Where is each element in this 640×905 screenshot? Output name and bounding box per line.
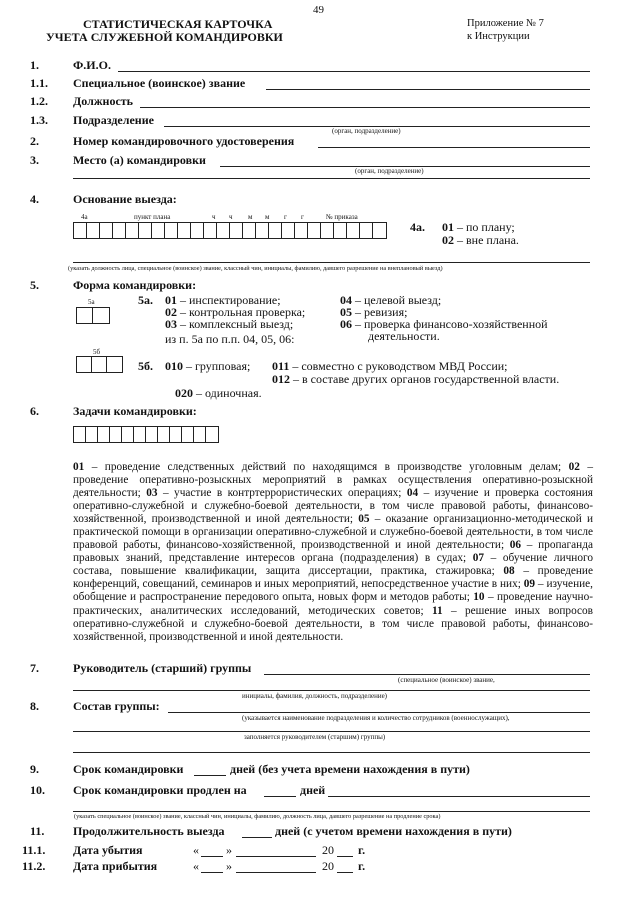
subdivision-hint: (орган, подразделение) <box>332 127 401 135</box>
basis-option-02-text: – вне плана. <box>457 233 519 247</box>
appendix-line-1: Приложение № 7 <box>467 18 544 29</box>
task-09-code: 09 <box>523 578 536 591</box>
section-7-number: 7. <box>30 661 39 675</box>
departure-year-prefix: 20 <box>322 843 334 857</box>
group-leader-field-1[interactable] <box>264 674 590 675</box>
form-option-06-continuation: деятельности. <box>368 329 440 343</box>
code-5b-label: 5б. <box>138 359 153 373</box>
form-option-011-code: 011 <box>272 359 290 373</box>
arrival-year-prefix: 20 <box>322 859 334 873</box>
unplanned-permission-hint: (указать должность лица, специальное (воинское) звание, классный чин, инициалы, фамилию, давшего разрешение на внеплановый выезд) <box>68 265 443 272</box>
task-09-text: – изучение, обобщение и распространение передового опыта, новых форм и методов работы; <box>73 578 594 604</box>
trip-place-field-2[interactable] <box>73 178 590 179</box>
field-1-number: 1. <box>30 58 39 72</box>
rank-label: Специальное (воинское) звание <box>73 76 246 90</box>
section-4-number: 4. <box>30 192 39 206</box>
trip-duration-days-field[interactable] <box>194 775 226 776</box>
field-2-number: 2. <box>30 134 39 148</box>
title-line-2: УЧЕТА СЛУЖЕБНОЙ КОМАНДИРОВКИ <box>46 30 283 44</box>
basis-option-02 <box>442 234 519 248</box>
box-label-h1: ч <box>212 213 216 221</box>
form-option-010 <box>165 360 250 374</box>
task-01-text: – проведение следственных действий по находящимся в производстве уголовным делам; <box>84 461 569 473</box>
section-11-number: 11. <box>30 824 45 838</box>
rank-field[interactable] <box>266 89 590 90</box>
box-label-5a: 5а <box>88 298 95 306</box>
box-label-5b: 5б <box>93 348 101 356</box>
task-04-text: – изучение и проверка состояния оперативно-служебной и служебно-боевой деятельности, в том числе правовой работы, финансово-хозяйственной, производственной и иной деятельности; <box>73 487 593 526</box>
subdivision-label: Подразделение <box>73 113 154 127</box>
code-5a-label: 5а. <box>138 293 153 307</box>
form-option-06-text: – проверка финансово-хозяйственной <box>355 317 548 331</box>
trip-length-days-word: дней (с учетом времени нахождения в пути) <box>275 824 512 838</box>
task-06-text: – пропаганда правовых знаний, представление интересов органа (подразделения) в судах; <box>73 539 593 565</box>
box-label-m2: м <box>265 213 270 221</box>
form-option-03-text: – комплексный выезд; <box>180 317 294 331</box>
trip-tasks-boxes[interactable] <box>73 426 219 443</box>
trip-place-hint: (орган, подразделение) <box>355 167 424 175</box>
box-label-plan-item: пункт плана <box>134 213 171 221</box>
box-label-4a: 4а <box>81 213 88 221</box>
certificate-number-field[interactable] <box>318 147 590 148</box>
box-label-y1: г <box>284 213 287 221</box>
position-field[interactable] <box>140 107 590 108</box>
section-11-1-number: 11.1. <box>22 843 46 857</box>
group-leader-field-2[interactable] <box>73 690 590 691</box>
form-option-02-text: – контрольная проверка; <box>180 305 306 319</box>
group-composition-hint-1: (указывается наименование подразделения и количество сотрудников (военнослужащих), <box>242 714 510 722</box>
fio-field[interactable] <box>118 71 590 72</box>
form-option-03 <box>165 318 293 332</box>
departure-date-label: Дата убытия <box>73 843 143 857</box>
certificate-number-label: Номер командировочного удостоверения <box>73 134 295 148</box>
arrival-day-field[interactable] <box>201 872 223 873</box>
task-03-code: 03 <box>146 487 158 500</box>
task-11-text: – решение иных вопросов оперативно-служебной и служебно-боевой деятельности, в том числе правовой работы, финансово-хозяйственной, производственной и иной деятельности. <box>73 604 593 643</box>
form-option-06-code: 06 <box>340 317 352 331</box>
trip-duration-days-word: дней (без учета времени нахождения в пути) <box>230 762 470 776</box>
task-02-text: – проведение оперативно-розыскных мероприятий в рамках осуществления оперативно-розыскной деятельности; <box>73 461 593 500</box>
field-1-3-number: 1.3. <box>30 113 48 127</box>
section-9-number: 9. <box>30 762 39 776</box>
form-option-012-text: – в составе других органов государственной власти. <box>293 372 560 386</box>
form-options-note: из п. 5а по п.п. 04, 05, 06: <box>165 332 295 346</box>
departure-month-field[interactable] <box>236 856 316 857</box>
trip-extended-reason-field-1[interactable] <box>328 796 590 797</box>
form-option-020 <box>175 387 262 401</box>
form-option-012 <box>272 373 559 387</box>
section-8-number: 8. <box>30 699 39 713</box>
group-composition-field-2[interactable] <box>73 731 590 732</box>
section-5-number: 5. <box>30 278 39 292</box>
trip-length-tail <box>275 825 512 839</box>
task-05-code: 05 <box>358 513 370 526</box>
section-6-number: 6. <box>30 404 39 418</box>
page-number: 49 <box>313 4 324 16</box>
form-option-012-code: 012 <box>272 372 290 386</box>
trip-extended-hint: (указать специальное (воинское) звание, классный чин, инициалы, фамилию, должность лица, давшего разрешение на продление срока) <box>74 813 441 820</box>
box-label-h2: ч <box>229 213 233 221</box>
basis-option-02-code: 02 <box>442 233 454 247</box>
task-07-text: – обучение личного состава, повышение квалификации, защита диссертации, практика, стажировка; <box>73 552 593 578</box>
group-leader-hint-1: (специальное (воинское) звание, <box>398 676 495 684</box>
appendix-line-2: к Инструкции <box>467 31 530 42</box>
task-10-text: – проведение научно-практических, аналитических исследований, методических советов; <box>73 591 593 617</box>
form-option-05-text: – ревизия; <box>355 305 408 319</box>
trip-tasks-label: Задачи командировки: <box>73 404 197 418</box>
form-option-04-code: 04 <box>340 293 352 307</box>
task-03-text: – участие в контртеррористических операциях; <box>157 487 407 500</box>
trip-length-label: Продолжительность выезда <box>73 824 225 838</box>
unplanned-permission-field[interactable] <box>73 262 590 263</box>
departure-year-field[interactable] <box>337 856 353 857</box>
trip-extended-days-field[interactable] <box>264 796 296 797</box>
departure-year-suffix: г. <box>358 843 366 857</box>
departure-day-field[interactable] <box>201 856 223 857</box>
position-label: Должность <box>73 94 134 108</box>
departure-close-quote: » <box>226 843 232 857</box>
trip-form-5a-boxes[interactable] <box>76 307 110 324</box>
box-label-m1: м <box>248 213 253 221</box>
trip-extended-reason-field-2[interactable] <box>73 811 590 812</box>
trip-form-5b-boxes[interactable] <box>76 356 123 373</box>
group-composition-hint-2: заполняется руководителем (старшим) группы) <box>244 733 386 741</box>
fio-label: Ф.И.О. <box>73 58 111 72</box>
task-06-code: 06 <box>509 539 522 552</box>
trip-extended-label: Срок командировки продлен на <box>73 783 247 797</box>
group-composition-label: Состав группы: <box>73 699 160 713</box>
arrival-close-quote: » <box>226 859 232 873</box>
form-option-01-text: – инспектирование; <box>180 293 281 307</box>
group-leader-hint-2: инициалы, фамилия, должность, подразделение) <box>242 692 388 700</box>
trip-basis-label: Основание выезда: <box>73 192 177 206</box>
trip-basis-code-boxes[interactable] <box>73 222 387 239</box>
form-option-011-text: – совместно с руководством МВД России; <box>292 359 508 373</box>
form-option-04-text: – целевой выезд; <box>355 293 442 307</box>
form-option-010-text: – групповая; <box>186 359 251 373</box>
form-option-020-text: – одиночная. <box>196 386 262 400</box>
form-option-05-code: 05 <box>340 305 352 319</box>
trip-extended-days-word: дней <box>300 783 326 797</box>
code-4a-label: 4а. <box>410 220 425 234</box>
field-1-1-number: 1.1. <box>30 76 48 90</box>
task-10-code: 10 <box>473 591 485 604</box>
form-option-01-code: 01 <box>165 293 177 307</box>
form-option-010-code: 010 <box>165 359 183 373</box>
basis-option-01-code: 01 <box>442 220 454 234</box>
arrival-open-quote: « <box>193 859 199 873</box>
task-08-code: 08 <box>503 565 515 578</box>
task-07-code: 07 <box>472 552 485 565</box>
task-11-code: 11 <box>431 604 443 617</box>
trip-place-label: Место (а) командировки <box>73 153 206 167</box>
arrival-month-field[interactable] <box>236 872 316 873</box>
task-08-text: – проведение конференций, совещаний, семинаров и иных мероприятий, непосредственное участие в них; <box>73 565 593 591</box>
box-label-order-number: № приказа <box>326 213 358 221</box>
group-leader-label: Руководитель (старший) группы <box>73 661 252 675</box>
box-label-y2: г <box>301 213 304 221</box>
trip-duration-tail <box>230 763 470 777</box>
basis-option-01-text: – по плану; <box>457 220 515 234</box>
section-11-2-number: 11.2. <box>22 859 46 873</box>
form-option-03-code: 03 <box>165 317 177 331</box>
trip-duration-label: Срок командировки <box>73 762 184 776</box>
task-05-text: – оказание организационно-методической и практической помощи в организации оперативно-служебной и служебно-боевой деятельности, в том числе правовой работы, финансово-хозяйственной, производственной и иной деятельности; <box>73 513 593 552</box>
arrival-year-field[interactable] <box>337 872 353 873</box>
section-10-number: 10. <box>30 783 45 797</box>
trip-form-label: Форма командировки: <box>73 278 197 292</box>
arrival-date-label: Дата прибытия <box>73 859 158 873</box>
group-composition-field-3[interactable] <box>73 752 590 753</box>
trip-tasks-list <box>73 461 593 644</box>
form-option-02-code: 02 <box>165 305 177 319</box>
task-01-code: 01 <box>73 461 85 473</box>
task-02-code: 02 <box>568 461 580 473</box>
task-04-code: 04 <box>406 487 419 500</box>
trip-length-days-field[interactable] <box>242 837 272 838</box>
departure-open-quote: « <box>193 843 199 857</box>
field-3-number: 3. <box>30 153 39 167</box>
arrival-year-suffix: г. <box>358 859 366 873</box>
form-option-020-code: 020 <box>175 386 193 400</box>
title-line-1: СТАТИСТИЧЕСКАЯ КАРТОЧКА <box>83 17 273 31</box>
group-composition-field-1[interactable] <box>168 712 590 713</box>
field-1-2-number: 1.2. <box>30 94 48 108</box>
